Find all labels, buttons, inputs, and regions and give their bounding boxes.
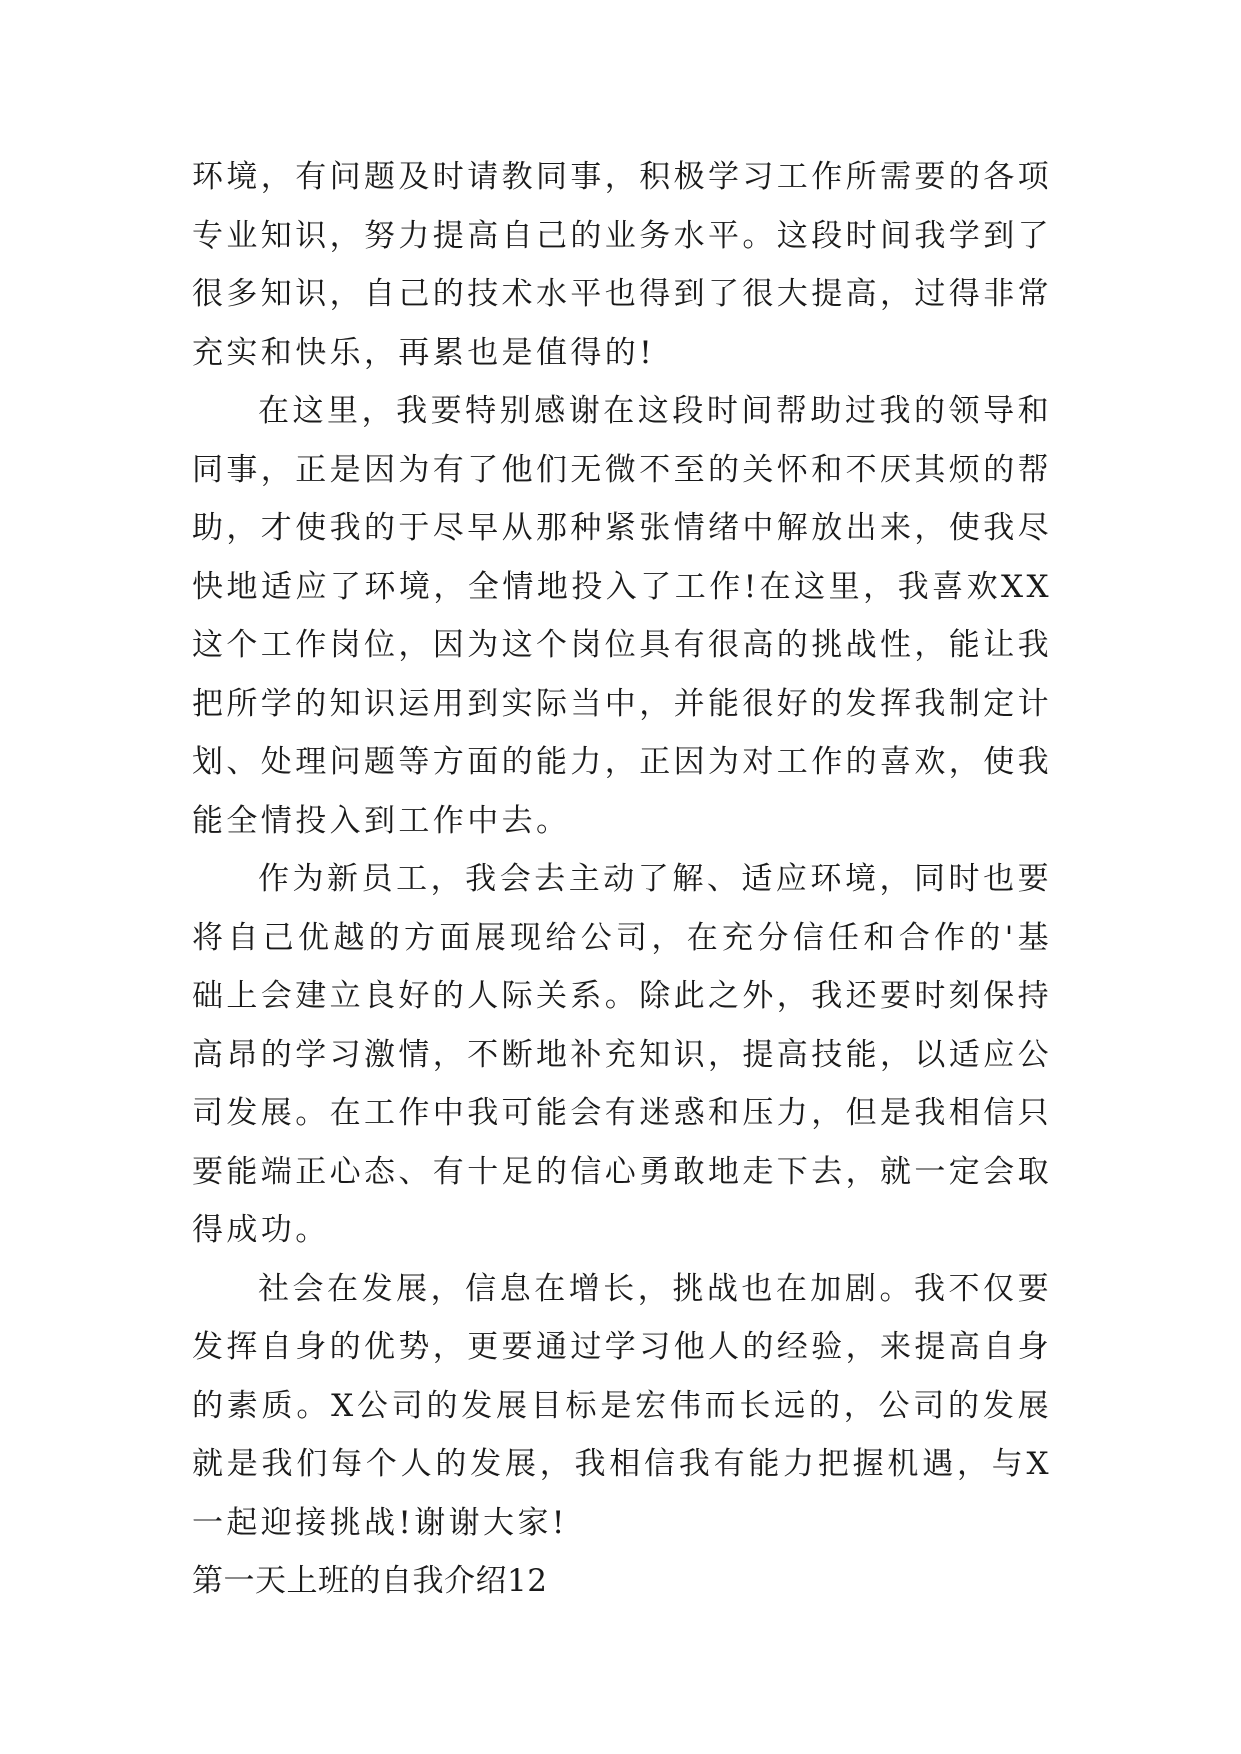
body-paragraph-3: 作为新员工，我会去主动了解、适应环境，同时也要将自己优越的方面展现给公司，在充分信任和合作的'基础上会建立良好的人际关系。除此之外，我还要时刻保持高昂的学习激情，不断地补充知识，提高技能，以适应公司发展。在工作中我可能会有迷惑和压力，但是我相信只要能端正心态、有十足的信心勇敢地走下去，就一定会取得成功。: [192, 861, 1052, 1248]
body-paragraph-1: 环境，有问题及时请教同事，积极学习工作所需要的各项专业知识，努力提高自己的业务水平。这段时间我学到了很多知识，自己的技术水平也得到了很大提高，过得非常充实和快乐，再累也是值得的!: [192, 159, 1052, 371]
body-paragraph-2: 在这里，我要特别感谢在这段时间帮助过我的领导和同事，正是因为有了他们无微不至的关怀和不厌其烦的帮助，才使我的于尽早从那种紧张情绪中解放出来，使我尽快地适应了环境，全情地投入了工作!在这里，我喜欢XX这个工作岗位，因为这个岗位具有很高的挑战性，能让我把所学的知识运用到实际当中，并能很好的发挥我制定计划、处理问题等方面的能力，正因为对工作的喜欢，使我能全情投入到工作中去。: [192, 393, 1052, 839]
section-title: 第一天上班的自我介绍12: [192, 1563, 548, 1599]
body-paragraph-4: 社会在发展，信息在增长，挑战也在加剧。我不仅要发挥自身的优势，更要通过学习他人的经验，来提高自身的素质。X公司的发展目标是宏伟而长远的，公司的发展就是我们每个人的发展，我相信我有能力把握机遇，与X一起迎接挑战!谢谢大家!: [192, 1270, 1052, 1541]
document-page: [192, 148, 1052, 1611]
